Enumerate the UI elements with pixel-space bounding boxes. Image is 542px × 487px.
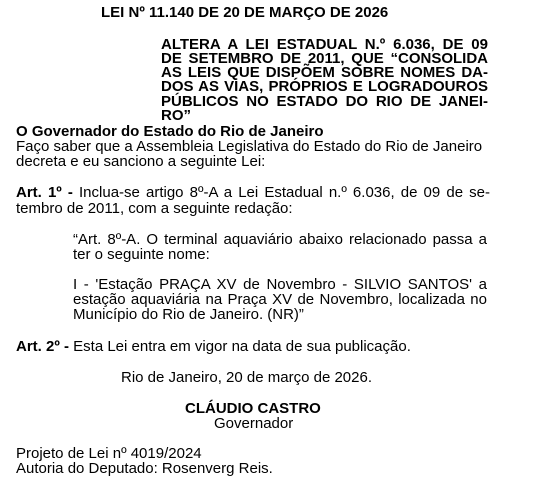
article-2-text: Esta Lei entra em vigor na data de sua publicação. <box>73 338 411 355</box>
ementa-line: RO” <box>161 107 191 124</box>
date-line: Rio de Janeiro, 20 de março de 2026. <box>121 369 372 386</box>
signatory-name: CLÁUDIO CASTRO <box>185 400 321 417</box>
ementa-line: AS LEIS QUE DISPÕEM SOBRE NOMES DA- <box>161 64 488 81</box>
signatory-role: Governador <box>214 415 294 432</box>
ementa-line: DE SETEMBRO DE 2011, QUE “CONSOLIDA <box>161 50 488 67</box>
article-1-line <box>16 185 490 201</box>
article-1-text: Inclua-se artigo 8º-A a Lei Estadual n.º 6.036, de 09 de se- <box>79 184 491 201</box>
preamble-line: decreta e eu sanciono a seguinte Lei: <box>16 153 266 170</box>
law-title: LEI Nº 11.140 DE 20 DE MARÇO DE 2026 <box>101 4 389 21</box>
preamble-line: Faço saber que a Assembleia Legislativa do Estado do Rio de Janeiro <box>16 138 483 155</box>
quote-line: ter o seguinte nome: <box>73 246 210 263</box>
article-2-label: Art. 2º - <box>16 338 69 355</box>
bill-number: Projeto de Lei nº 4019/2024 <box>16 445 202 462</box>
article-1-line: tembro de 2011, com a seguinte redação: <box>16 200 293 217</box>
article-2 <box>16 339 411 355</box>
ementa-line: DOS AS VIAS, PRÓPRIOS E LOGRADOUROS <box>161 78 488 95</box>
ementa-line: PÚBLICOS NO ESTADO DO RIO DE JANEI- <box>161 93 488 110</box>
quote-item-line: estação aquaviária na Praça XV de Novembro, localizada no <box>73 291 487 308</box>
article-1-label: Art. 1º - <box>16 184 73 201</box>
bill-author: Autoria do Deputado: Rosenverg Reis. <box>16 460 273 477</box>
quote-line: “Art. 8º-A. O terminal aquaviário abaixo relacionado passa a <box>73 231 487 248</box>
ementa-line: ALTERA A LEI ESTADUAL N.º 6.036, DE 09 <box>161 36 488 53</box>
quote-item-line: Município do Rio de Janeiro. (NR)” <box>73 306 304 323</box>
governor-heading: O Governador do Estado do Rio de Janeiro <box>16 123 324 140</box>
quote-item-line: I - 'Estação PRAÇA XV de Novembro - SILVIO SANTOS' a <box>73 276 487 293</box>
